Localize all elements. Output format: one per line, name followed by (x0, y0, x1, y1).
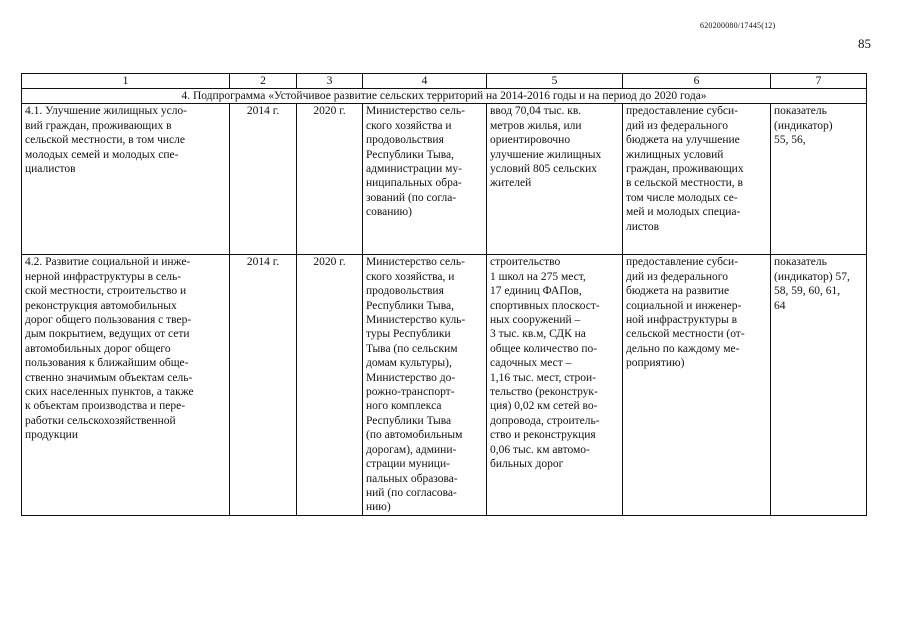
column-header-3: 3 (297, 74, 363, 89)
link-cell: предоставление субси- дий из федерального бюджета на развитие социальной и инженер- ной инфраструктуры в сельской местности (от- дельно по каждому ме- роприятию) (623, 255, 771, 515)
section-row (22, 89, 867, 104)
page-number: 85 (858, 36, 871, 51)
column-header-7: 7 (771, 74, 867, 89)
measure-cell: 4.1. Улучшение жилищных усло- вий граждан, проживающих в сельской местности, в том числе молодых семей и молодых спе- циалистов (22, 104, 230, 255)
start-year-cell: 2014 г. (230, 104, 297, 255)
column-header-6: 6 (623, 74, 771, 89)
header-row (22, 74, 867, 89)
column-header-4: 4 (363, 74, 487, 89)
section-title: 4. Подпрограмма «Устойчивое развитие сельских территорий на 2014-2016 годы и на период до 2020 года» (22, 89, 867, 104)
executor-cell: Министерство сель- ского хозяйства и продовольствия Республики Тыва, администрации му- ниципальных обра- зований (по согла- сованию) (363, 104, 487, 255)
column-header-2: 2 (230, 74, 297, 89)
executor-cell: Министерство сель- ского хозяйства, и продовольствия Республики Тыва, Министерство куль- туры Республики Тыва (по сельским домам культуры), Министерство до- рожно-транспорт- ного комплекса Республики Тыва (по автомобильным дорогам), админи- страции муници- пальных образова- ний (по согласова- нию) (363, 255, 487, 515)
column-header-5: 5 (487, 74, 623, 89)
measure-cell: 4.2. Развитие социальной и инже- нерной инфраструктуры в сель- ской местности, строительство и реконструкция автомобильных дорог общего пользования с твер- дым покрытием, ведущих от сети автомобильных дорог общего пользования к ближайшим обще- ственно значимым объектам сель- ских населенных пунктов, а также к объектам производства и пере- работки сельскохозяйственной продукции (22, 255, 230, 515)
result-cell: ввод 70,04 тыс. кв. метров жилья, или ориентировочно улучшение жилищных условий 805 сельских жителей (487, 104, 623, 255)
indicator-cell: показатель (индикатор) 55, 56, (771, 104, 867, 255)
indicator-cell: показатель (индикатор) 57, 58, 59, 60, 61, 64 (771, 255, 867, 515)
column-header-1: 1 (22, 74, 230, 89)
table-row (22, 104, 867, 255)
document-code: 620200080/17445(12) (700, 21, 776, 30)
program-table (21, 73, 867, 516)
link-cell: предоставление субси- дий из федерального бюджета на улучшение жилищных условий граждан, проживающих в сельской местности, в том числе молодых се- мей и молодых специа- листов (623, 104, 771, 255)
end-year-cell: 2020 г. (297, 104, 363, 255)
end-year-cell: 2020 г. (297, 255, 363, 515)
table-row (22, 255, 867, 515)
start-year-cell: 2014 г. (230, 255, 297, 515)
result-cell: строительство 1 школ на 275 мест, 17 единиц ФАПов, спортивных плоскост- ных сооружений – 3 тыс. кв.м, СДК на общее количество по- садочных мест – 1,16 тыс. мест, строи- тельство (реконструк- ция) 0,02 км сетей во- допровода, строитель- ство и реконструкция 0,06 тыс. км автомо- бильных дорог (487, 255, 623, 515)
